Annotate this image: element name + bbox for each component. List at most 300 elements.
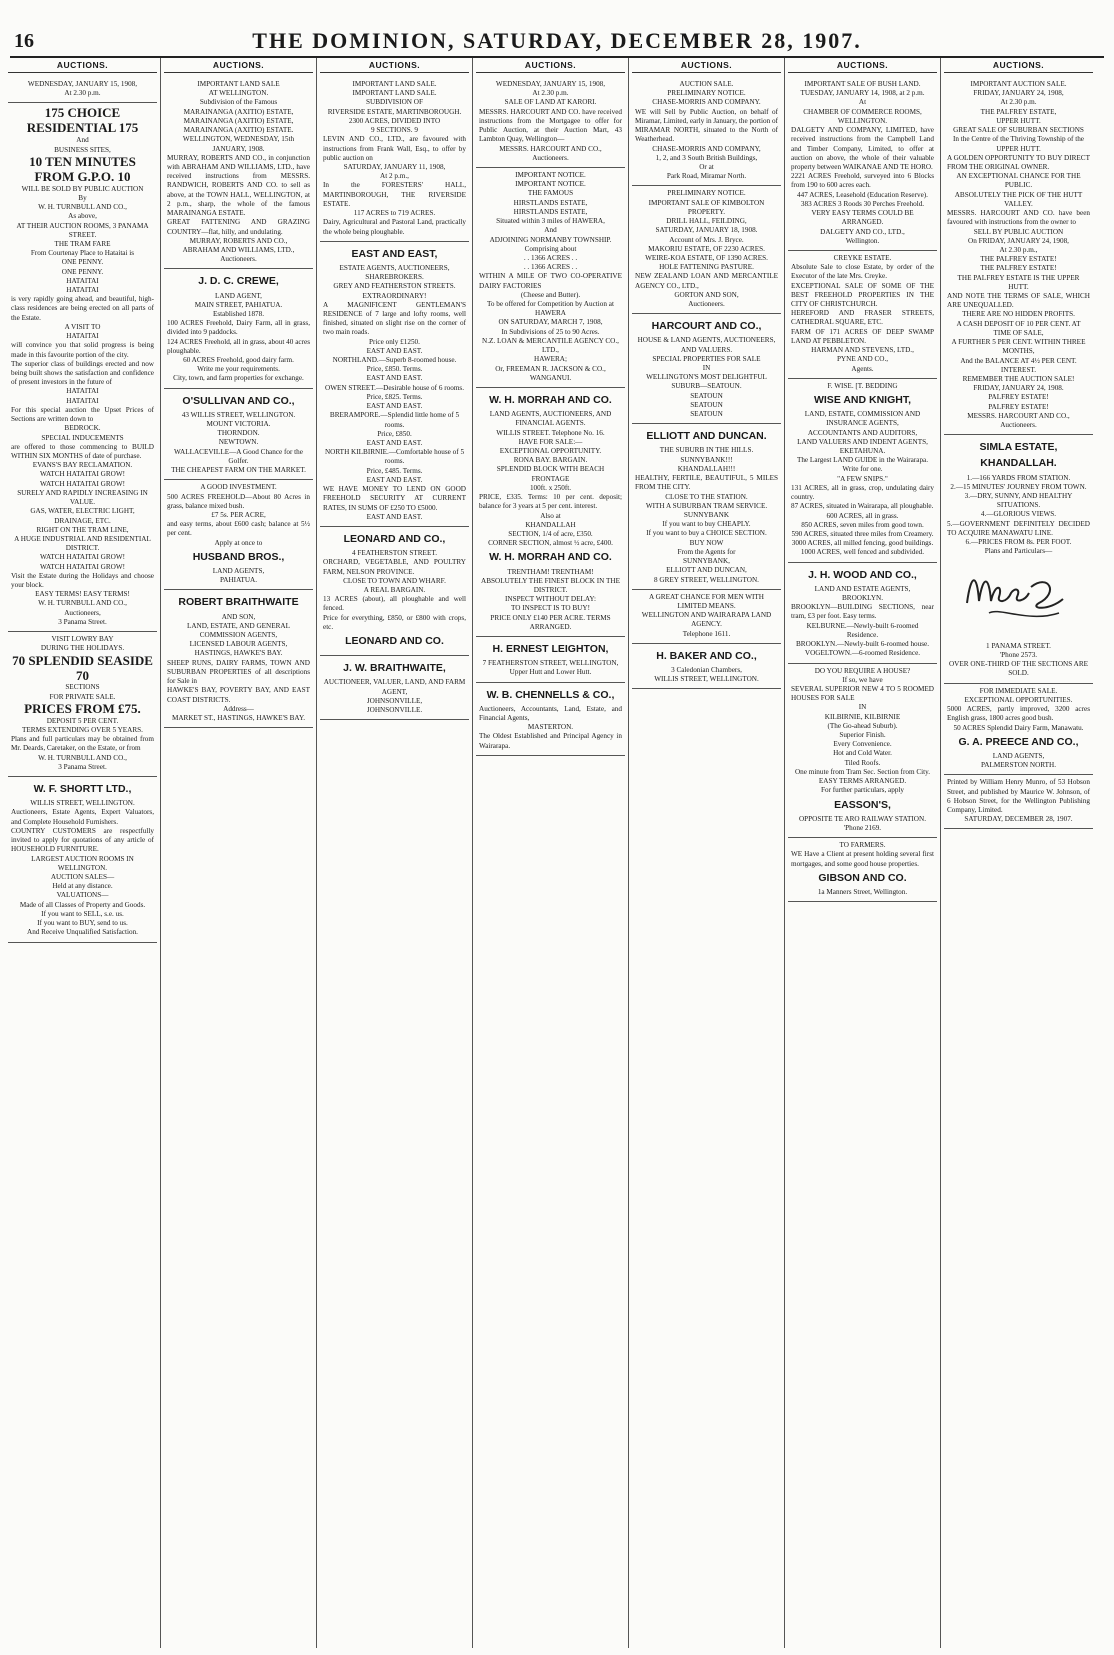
- advertisement: [944, 684, 1093, 776]
- ad-line: FARM OF 171 ACRES OF DEEP SWAMP LAND AT PEBBLETON.: [791, 327, 934, 345]
- advertisement: [632, 590, 781, 644]
- ad-line: EASY TERMS! EASY TERMS!: [35, 590, 130, 599]
- ad-line: WELLINGTON, WEDNESDAY, 15th JANUARY, 1908.: [182, 135, 295, 153]
- ad-line: Upper Hutt and Lower Hutt.: [509, 668, 592, 677]
- column-divider: [784, 58, 785, 1648]
- column-heading: AUCTIONS.: [476, 58, 625, 73]
- ad-line: Write for one.: [842, 465, 883, 474]
- ad-line: W. H. TURNBULL AND CO.,: [38, 753, 127, 762]
- ad-line: BUSINESS SITES,: [54, 145, 111, 154]
- ad-line: A FURTHER 5 PER CENT. WITHIN THREE MONTHS,: [951, 338, 1086, 356]
- ad-line: LARGEST AUCTION ROOMS IN WELLINGTON.: [31, 854, 134, 872]
- ad-line: A VISIT TO: [64, 322, 101, 331]
- ad-line: ABSOLUTELY THE FINEST BLOCK IN THE DISTRICT.: [481, 576, 620, 594]
- ad-line: WISE AND KNIGHT,: [813, 394, 912, 406]
- ad-line: ELLIOTT AND DUNCAN.: [646, 430, 767, 443]
- ad-line: In the FORESTERS' HALL, MARTINBOROUGH, THE RIVERSIDE ESTATE.: [323, 181, 466, 208]
- ad-line: 5000 ACRES, partly improved, 3200 acres English grass, 1800 acres good bush.: [947, 705, 1090, 723]
- ad-line: CHASE-MORRIS AND COMPANY,: [652, 144, 761, 153]
- ad-line: FOR IMMEDIATE SALE.: [979, 686, 1058, 695]
- ad-line: By: [78, 193, 87, 202]
- ad-line: PALFREY ESTATE!: [988, 393, 1049, 402]
- ad-line: ACCOUNTANTS AND AUDITORS,: [807, 428, 918, 437]
- ad-line: EXTRAORDINARY!: [362, 291, 427, 300]
- ad-line: At: [858, 98, 867, 107]
- ad-line: 4 FEATHERSTON STREET.: [352, 549, 437, 558]
- ad-line: CORNER SECTION, almost ½ acre, £400.: [488, 539, 613, 548]
- ad-line: SIMLA ESTATE,: [979, 441, 1058, 454]
- ad-line: And the BALANCE AT 4½ PER CENT. INTEREST.: [960, 356, 1077, 374]
- ad-line: At 2.30 p.m.: [1000, 98, 1037, 107]
- advertisement: [320, 656, 469, 720]
- ad-line: PRELIMINARY NOTICE.: [667, 189, 746, 198]
- mckee-signature-logo: [947, 563, 1090, 636]
- ad-line: AND NOTE THE TERMS OF SALE, WHICH ARE UNEQUALLED.: [947, 292, 1090, 310]
- ad-line: For further particulars, apply: [820, 786, 905, 795]
- ad-line: 117 ACRES to 719 ACRES.: [353, 209, 436, 218]
- ad-line: THE PALFREY ESTATE IS THE UPPER HUTT.: [957, 273, 1080, 291]
- advertisement: [632, 424, 781, 589]
- ad-line: SATURDAY, JANUARY 18, 1908.: [655, 226, 758, 235]
- ad-line: 447 ACRES, Leasehold (Education Reserve).: [797, 190, 928, 199]
- ad-line: PRELIMINARY NOTICE.: [667, 89, 746, 98]
- ad-line: A REAL BARGAIN.: [363, 585, 426, 594]
- ad-line: For this special auction the Upset Prices of Sections are written down to: [11, 405, 154, 424]
- ad-line: AT THEIR AUCTION ROOMS, 3 PANAMA STREET.: [16, 221, 149, 239]
- ad-line: DALGETY AND CO., LTD.,: [820, 227, 905, 236]
- ad-line: FRIDAY, JANUARY 24, 1908.: [973, 384, 1064, 393]
- ad-line: 1a Manners Street, Wellington.: [817, 887, 908, 896]
- ad-line: MOUNT VICTORIA.: [206, 420, 271, 429]
- ad-line: 43 WILLIS STREET, WELLINGTON.: [181, 410, 296, 419]
- ad-line: 10 TEN MINUTES FROM G.P.O. 10: [29, 153, 136, 184]
- ad-line: IMPORTANT NOTICE.: [515, 180, 586, 189]
- ad-line: TRENTHAM! TRENTHAM!: [507, 567, 594, 576]
- ad-line: MARAINANGA (AXITIO) ESTATE,: [183, 107, 294, 116]
- ad-line: W. B. CHENNELLS & CO.,: [486, 688, 615, 701]
- ad-line: WATCH HATAITAI GROW!: [39, 553, 126, 562]
- ad-line: SEATOUN: [690, 391, 723, 400]
- ad-line: H. BAKER AND CO.,: [656, 649, 757, 662]
- ad-line: IMPORTANT LAND SALE.: [352, 80, 437, 88]
- ad-line: ABRAHAM AND WILLIAMS, LTD.,: [182, 245, 295, 254]
- ad-line: If you want to buy a CHOICE SECTION.: [646, 529, 767, 538]
- ad-line: Apply at once to: [214, 538, 263, 547]
- ad-line: (Cheese and Butter).: [520, 290, 581, 299]
- ad-line: W. H. TURNBULL AND CO.,: [38, 599, 127, 608]
- advertisement: [164, 590, 313, 728]
- ad-line: And: [544, 226, 557, 235]
- ad-line: TERMS EXTENDING OVER 5 YEARS.: [22, 726, 143, 735]
- ad-line: IMPORTANT LAND SALE.: [352, 89, 437, 98]
- advertisement: [476, 683, 625, 756]
- ad-line: 3000 ACRES, all milled fencing, good buildings.: [791, 539, 934, 548]
- ad-line: If so, we have: [842, 675, 883, 684]
- ad-line: ADJOINING NORMANBY TOWNSHIP.: [489, 235, 612, 244]
- ad-line: NORTH KILBIRNIE.—Comfortable house of 5 rooms.: [324, 448, 465, 466]
- advertisement: [8, 777, 157, 942]
- ad-line: EAST AND EAST.: [366, 475, 423, 484]
- advertisement: [320, 77, 469, 242]
- ad-line: 175 CHOICE RESIDENTIAL 175: [26, 105, 139, 136]
- ad-line: LAND AGENTS,: [992, 751, 1045, 760]
- ad-line: PALMERSTON NORTH.: [980, 761, 1057, 770]
- ad-line: CREYKE ESTATE.: [833, 253, 892, 262]
- advertisement: [476, 388, 625, 637]
- ad-line: Address—: [223, 704, 254, 713]
- advertisement: [476, 168, 625, 388]
- ad-line: 500 ACRES FREEHOLD—About 80 Acres in grass, balance mixed bush.: [167, 492, 310, 510]
- ad-line: PRICES FROM £75.: [24, 700, 141, 716]
- ad-line: THE SUBURB IN THE HILLS.: [659, 446, 754, 455]
- ad-line: GIBSON AND CO.: [818, 871, 907, 884]
- ad-line: At 2.30 p.m.: [64, 89, 101, 98]
- ad-line: DRILL HALL, FEILDING,: [666, 217, 747, 226]
- ad-line: NEW ZEALAND LOAN AND MERCANTILE AGENCY CO., LTD.,: [635, 272, 778, 290]
- ad-line: Auctioneers.: [688, 300, 725, 309]
- ad-line: DO YOU REQUIRE A HOUSE?: [814, 666, 911, 675]
- ad-line: 3 Panama Street.: [58, 617, 107, 626]
- ad-line: HIRSTLANDS ESTATE,: [513, 207, 588, 216]
- ad-line: Auctioneers.: [532, 153, 569, 162]
- ad-line: 1.—166 YARDS FROM STATION.: [966, 473, 1071, 482]
- ad-line: A GREAT CHANCE FOR MEN WITH LIMITED MEANS.: [649, 592, 764, 610]
- ad-line: 100 ACRES Freehold, Dairy Farm, all in grass, divided into 9 paddocks.: [167, 319, 310, 337]
- ad-line: EVANS'S BAY RECLAMATION.: [32, 461, 133, 470]
- ad-line: A GOLDEN OPPORTUNITY TO BUY DIRECT FROM THE ORIGINAL OWNER.: [947, 153, 1090, 171]
- ad-line: PAHIATUA.: [219, 576, 258, 585]
- ad-line: HAWKE'S BAY, POVERTY BAY, AND EAST COAST DISTRICTS.: [167, 686, 310, 704]
- ad-line: FRIDAY, JANUARY 24, 1908,: [973, 89, 1064, 98]
- ad-line: LEONARD AND CO.: [345, 635, 444, 648]
- advertisement: [164, 389, 313, 481]
- ad-line: N.Z. LOAN & MERCANTILE AGENCY CO., LTD.,: [482, 336, 619, 355]
- column-heading: AUCTIONS.: [320, 58, 469, 73]
- ad-line: WILLIS STREET. Telephone No. 16.: [496, 428, 605, 437]
- ad-line: Write me your requirements.: [197, 365, 280, 374]
- ad-line: Printed by William Henry Munro, of 53 Hobson Street, and published by Maurice W. Johnson, of 6 Hobson Street, for the Wellington Publishing Company, Limited.: [947, 778, 1090, 814]
- ad-line: WITH A SUBURBAN TRAM SERVICE.: [645, 501, 768, 510]
- ad-line: KHANDALLAH!!!: [677, 464, 736, 473]
- ad-line: W. H. TURNBULL AND CO.,: [38, 203, 127, 212]
- ad-line: WEIRE-KOA ESTATE, OF 1390 ACRES.: [645, 253, 768, 262]
- ad-line: HEREFORD AND FRASER STREETS, CATHEDRAL SQUARE, ETC.: [791, 309, 934, 327]
- ad-line: 3 Panama Street.: [58, 762, 107, 771]
- advertisement: [632, 186, 781, 314]
- ad-line: At 2.30 p.m.: [532, 89, 569, 98]
- ad-line: 4.—GLORIOUS VIEWS.: [980, 510, 1057, 519]
- ad-line: Subdivision of the Famous: [199, 98, 278, 107]
- ad-line: Auctioneers, Accountants, Land, Estate, and Financial Agents,: [479, 704, 622, 722]
- ad-line: Hot and Cold Water.: [833, 749, 892, 758]
- ad-line: RONA BAY. BARGAIN.: [513, 456, 588, 465]
- masthead: [0, 28, 1114, 54]
- ad-line: If you want to SELL, s.e. us.: [41, 909, 124, 918]
- ad-line: MASTERTON.: [527, 723, 574, 732]
- ad-line: MESSRS. HARCOURT AND CO.,: [967, 411, 1070, 420]
- ad-line: City, town, and farm properties for exchange.: [173, 374, 304, 383]
- ad-line: F. WISE. [T. BEDDING: [827, 381, 898, 390]
- ad-line: NORTHLAND.—Superb 8-roomed house.: [332, 356, 457, 365]
- ad-line: Auctioneers,: [64, 608, 101, 617]
- ad-line: GREY AND FEATHERSTON STREETS.: [333, 282, 456, 291]
- ad-line: A HUGE INDUSTRIAL AND RESIDENTIAL DISTRICT.: [14, 534, 151, 553]
- ad-line: VERY EASY TERMS COULD BE ARRANGED.: [811, 209, 914, 227]
- ad-line: 100ft. x 250ft.: [529, 483, 572, 492]
- advertisement: [164, 269, 313, 388]
- ad-line: CLOSE TO TOWN AND WHARF.: [343, 576, 446, 585]
- ad-line: Telephone 1611.: [682, 629, 731, 638]
- ad-line: THE PALFREY ESTATE,: [980, 107, 1057, 116]
- ad-line: HAWERA;: [534, 355, 567, 364]
- ad-line: HATAITAI: [66, 286, 99, 295]
- ad-line: JOHNSONVILLE.: [366, 705, 423, 714]
- ad-line: VALUATIONS—: [56, 891, 109, 900]
- ad-line: A CASH DEPOSIT OF 10 PER CENT. AT TIME OF SALE,: [956, 319, 1081, 337]
- ad-line: 590 ACRES, situated three miles from Creamery.: [791, 529, 934, 538]
- ad-line: and easy terms, about £600 cash; balance at 5½ per cent.: [167, 520, 310, 538]
- ad-line: AND SON,: [221, 612, 256, 621]
- ad-line: SUNNYBANK!!!: [680, 455, 733, 464]
- ad-line: Established 1878.: [212, 309, 265, 318]
- column-divider: [940, 58, 941, 1648]
- ad-line: Wellington.: [845, 236, 880, 245]
- ad-line: EASY TERMS ARRANGED.: [818, 777, 907, 786]
- ad-line: Dairy, Agricultural and Pastoral Land, practically the whole being ploughable.: [323, 218, 466, 236]
- ad-line: BUY NOW: [689, 538, 724, 547]
- ad-line: Auctioneers.: [220, 255, 257, 264]
- advertisement: [320, 527, 469, 656]
- ad-line: KHANDALLAH: [525, 520, 576, 529]
- ad-line: AUCTIONEER, VALUER, LAND, AND FARM AGENT,: [323, 678, 466, 696]
- ad-line: WEDNESDAY, JANUARY 15, 1908,: [495, 80, 606, 88]
- ad-line: LEONARD AND CO.,: [343, 532, 446, 545]
- ad-line: AT WELLINGTON.: [208, 89, 269, 98]
- ad-line: . . 1366 ACRES . .: [523, 253, 578, 262]
- column-4: [476, 58, 625, 1648]
- ad-line: WALLACEVILLE—A Good Chance for the Golfer.: [174, 447, 303, 465]
- ad-line: OPPOSITE TE ARO RAILWAY STATION.: [798, 814, 926, 823]
- ad-line: 87 ACRES, situated in Wairarapa, all ploughable.: [791, 502, 934, 511]
- ad-line: J. D. C. CREWE,: [198, 275, 279, 288]
- ad-line: UPPER HUTT.: [996, 144, 1041, 153]
- ad-line: As above,: [68, 212, 97, 221]
- ad-line: J. H. WOOD AND CO.,: [808, 568, 917, 581]
- ad-line: GREAT SALE OF SUBURBAN SECTIONS: [953, 126, 1084, 135]
- advertisement: [632, 77, 781, 186]
- ad-line: 13 ACRES (about), all ploughable and well fenced.: [323, 595, 466, 613]
- ad-line: ABSOLUTELY THE PICK OF THE HUTT VALLEY.: [954, 190, 1083, 208]
- ad-line: MAKORIU ESTATE, OF 2230 ACRES.: [648, 244, 765, 253]
- ad-line: PALFREY ESTATE!: [988, 402, 1049, 411]
- ad-line: Or, FREEMAN R. JACKSON & CO.,: [495, 364, 606, 373]
- column-2: [164, 58, 313, 1648]
- ad-line: RIGHT ON THE TRAM LINE,: [36, 525, 129, 534]
- ad-line: THE PALFREY ESTATE!: [980, 264, 1057, 273]
- ad-line: 9 SECTIONS. 9: [371, 126, 418, 135]
- ad-line: MARAINANGA (AXITIO) ESTATE.: [183, 126, 294, 135]
- ad-line: THE FAMOUS: [527, 189, 574, 198]
- ad-line: BROOKLYN—BUILDING SECTIONS, near tram, £3 per foot. Easy terms.: [791, 603, 934, 621]
- ad-line: 6.—PRICES FROM 8s. PER FOOT.: [965, 538, 1072, 547]
- advertisement: [632, 644, 781, 690]
- ad-line: KELBURNE.—Newly-built 6-roomed Residence.: [806, 621, 919, 639]
- ad-line: AN EXCEPTIONAL CHANCE FOR THE PUBLIC.: [956, 172, 1081, 190]
- ad-line: HATAITAI: [66, 387, 99, 396]
- ad-line: The superior class of buildings erected and now being built shows the satisfaction and confidence of present investors in the future of: [11, 359, 154, 387]
- ad-line: EAST AND EAST.: [366, 374, 423, 383]
- ad-line: £7 5s. PER ACRE,: [211, 511, 266, 519]
- ad-line: IMPORTANT SALE OF BUSH LAND.: [804, 80, 921, 88]
- ad-line: MARKET ST., HASTINGS, HAWKE'S BAY.: [171, 713, 306, 722]
- ad-line: HASTINGS, HAWKE'S BAY.: [194, 649, 283, 658]
- ad-line: IN: [858, 703, 867, 712]
- ad-line: From Courtenay Place to Hataitai is: [30, 249, 135, 258]
- ad-line: TO INSPECT IS TO BUY!: [511, 604, 590, 613]
- ad-line: CHASE-MORRIS AND COMPANY.: [652, 98, 761, 107]
- ad-line: HAVE FOR SALE:—: [518, 437, 583, 446]
- ad-line: THE CHEAPEST FARM ON THE MARKET.: [171, 466, 306, 475]
- ad-line: 'Phone 2169.: [843, 823, 882, 832]
- ad-line: EAST AND EAST.: [366, 512, 423, 521]
- ad-line: WELLINGTON'S MOST DELIGHTFUL SUBURB—SEATOUN.: [646, 373, 767, 391]
- ad-line: DURING THE HOLIDAYS.: [40, 644, 125, 653]
- advertisement: [944, 775, 1093, 829]
- ad-line: WATCH HATAITAI GROW!: [39, 562, 126, 571]
- ad-line: KILBIRNIE, KILBIRNIE: [824, 712, 901, 721]
- ad-line: WILL BE SOLD BY PUBLIC AUCTION: [21, 184, 144, 193]
- ad-line: To be offered for Competition by Auction at: [487, 300, 614, 309]
- ad-line: W. H. MORRAH AND CO.: [489, 551, 612, 564]
- advertisement: [632, 314, 781, 424]
- ad-line: 2300 ACRES, DIVIDED INTO: [348, 116, 441, 125]
- ad-line: DEPOSIT 5 PER CENT.: [46, 716, 119, 725]
- ad-line: A MAGNIFICENT GENTLEMAN'S RESIDENCE of 7 large and lofty rooms, well finished, situated on slight rise on the corner of two main roads.: [323, 300, 466, 337]
- ad-line: HATAITAI: [66, 332, 99, 341]
- column-heading: AUCTIONS.: [632, 58, 781, 73]
- ad-line: Price, £850.: [377, 429, 412, 438]
- ad-line: Price only £1250.: [369, 337, 420, 346]
- ad-line: 1 PANAMA STREET.: [986, 641, 1051, 650]
- ad-line: COUNTRY CUSTOMERS are respectfully invited to apply for quotations of any article of HOUSEHOLD FURNITURE.: [11, 826, 154, 854]
- ad-line: GORTON AND SON,: [674, 290, 739, 299]
- ad-line: OVER ONE-THIRD OF THE SECTIONS ARE SOLD.: [948, 660, 1089, 678]
- ad-line: IMPORTANT SALE OF KIMBOLTON PROPERTY.: [648, 198, 765, 216]
- ad-line: MARAINANGA (AXITIO) ESTATE,: [183, 116, 294, 125]
- ad-line: 2221 ACRES Freehold, surveyed into 6 Blocks from 190 to 600 acres each.: [791, 172, 934, 190]
- ad-line: BROOKLYN.—Newly-built 6-roomed house.: [795, 640, 930, 649]
- ad-line: FOR PRIVATE SALE.: [49, 692, 116, 701]
- ad-line: Plans and Particulars—: [984, 547, 1053, 556]
- ad-line: MESSRS. HARCOURT AND CO. have been favoured with instructions from the owner to: [947, 209, 1090, 227]
- ad-line: 1, 2, and 3 South British Buildings,: [655, 153, 758, 162]
- ad-line: HEALTHY, FERTILE, BEAUTIFUL, 5 MILES FROM THE CITY.: [635, 474, 778, 492]
- ad-line: 1000 ACRES, well fenced and subdivided.: [800, 548, 925, 557]
- ad-line: RIVERSIDE ESTATE, MARTINBOROUGH.: [327, 107, 462, 116]
- ad-line: LAND AGENTS, AUCTIONEERS, AND FINANCIAL AGENTS.: [489, 410, 612, 428]
- ad-line: Price, £850. Terms.: [366, 365, 423, 374]
- ad-line: And Receive Unqualified Satisfaction.: [27, 928, 138, 937]
- ad-line: LAND, ESTATE, AND GENERAL COMMISSION AGENTS,: [186, 621, 291, 639]
- ad-line: SUNNYBANK,: [683, 557, 730, 566]
- ad-line: THE TRAM FARE: [54, 239, 111, 248]
- column-3: [320, 58, 469, 1648]
- ad-line: ONE PENNY.: [61, 267, 104, 276]
- ad-line: WEDNESDAY, JANUARY 15, 1908,: [27, 80, 138, 88]
- ad-line: MESSRS. HARCOURT AND CO.,: [499, 144, 602, 153]
- ad-line: ESTATE AGENTS, AUCTIONEERS,: [339, 263, 450, 272]
- ad-line: One minute from Tram Sec. Section from City.: [794, 767, 931, 776]
- ad-line: The Largest LAND GUIDE in the Wairarapa.: [796, 456, 929, 465]
- ad-line: W. H. MORRAH AND CO.: [489, 394, 612, 406]
- ad-line: 60 ACRES Freehold, good dairy farm.: [183, 356, 294, 365]
- advertisement: [476, 637, 625, 683]
- ad-line: A GOOD INVESTMENT.: [200, 483, 277, 492]
- ad-line: DALGETY AND COMPANY, LIMITED, have received instructions from the Campbell Land and Timber Company, Limited, to offer at auction on above, the whole of their valuable property between WAIKANAE AND TE HORO.: [791, 126, 934, 171]
- ad-line: Superior Finish.: [839, 731, 886, 740]
- ad-line: HUSBAND BROS.,: [192, 550, 285, 563]
- ad-line: TUESDAY, JANUARY 14, 1908, at 2 p.m.: [800, 89, 925, 98]
- ad-line: SURELY AND RAPIDLY INCREASING IN VALUE.: [17, 488, 148, 507]
- ad-line: CLOSE TO THE STATION.: [665, 492, 748, 501]
- ad-line: THORNDON.: [217, 429, 260, 438]
- ad-line: CHAMBER OF COMMERCE ROOMS, WELLINGTON.: [803, 107, 922, 125]
- ad-line: LAND VALUERS AND INDENT AGENTS,: [797, 437, 928, 446]
- ad-line: Held at any distance.: [52, 882, 113, 891]
- ad-line: SHEEP RUNS, DAIRY FARMS, TOWN AND SUBURBAN PROPERTIES of all descriptions for Sale in: [167, 658, 310, 686]
- ad-line: ELLIOTT AND DUNCAN,: [666, 566, 747, 575]
- advertisement: [944, 77, 1093, 435]
- ad-line: In Subdivisions of 25 to 90 Acres.: [501, 327, 600, 336]
- ad-line: 8 GREY STREET, WELLINGTON.: [654, 575, 759, 584]
- ad-line: (The Go-ahead Suburb).: [827, 721, 898, 730]
- column-heading: AUCTIONS.: [8, 58, 157, 73]
- ad-line: LAND AGENTS,: [212, 567, 265, 575]
- ad-line: J. W. BRAITHWAITE,: [343, 662, 446, 675]
- ad-line: PRICE, £335. Terms: 10 per cent. deposit; balance for 3 years at 5 per cent. interest.: [479, 493, 622, 511]
- ad-line: On FRIDAY, JANUARY 24, 1908,: [968, 236, 1069, 245]
- column-divider: [628, 58, 629, 1648]
- ad-line: 50 ACRES Splendid Dairy Farm, Manawatu.: [953, 723, 1084, 732]
- ad-line: ORCHARD, VEGETABLE, AND POULTRY FARM, NELSON PROVINCE.: [323, 558, 466, 576]
- ad-line: SPLENDID BLOCK WITH BEACH FRONTAGE: [496, 465, 605, 483]
- ad-line: 7 FEATHERSTON STREET, WELLINGTON,: [482, 659, 619, 668]
- ad-line: SECTIONS: [65, 683, 100, 692]
- ad-line: 600 ACRES, all in grass.: [826, 511, 899, 520]
- ad-line: GREAT FATTENING AND GRAZING COUNTRY—flat, hilly, and undulating.: [167, 218, 310, 236]
- ad-line: HOLE FATTENING PASTURE.: [659, 263, 754, 272]
- ad-line: is very rapidly going ahead, and beautiful, high-class residences are being erected on all parts of the Estate.: [11, 295, 154, 322]
- ad-line: Account of Mrs. J. Bryce.: [669, 235, 744, 244]
- ad-line: EASSON'S,: [834, 798, 891, 811]
- ad-line: EXCEPTIONAL SALE OF SOME OF THE BEST FREEHOLD PROPERTIES IN THE CITY OF CHRISTCHURCH.: [791, 281, 934, 309]
- ad-line: will convince you that solid progress is being made in this favourite portion of the city.: [11, 341, 154, 359]
- ad-line: OWEN STREET.—Desirable house of 6 rooms.: [325, 383, 464, 392]
- advertisement: [788, 563, 937, 664]
- ad-line: Price for everything, £850, or £800 with crops, etc.: [323, 613, 466, 631]
- page-number: 16: [14, 30, 34, 52]
- ad-line: SUNNYBANK: [683, 511, 730, 519]
- ad-line: HATAITAI: [66, 396, 99, 405]
- ad-line: LAND AGENT,: [215, 291, 262, 300]
- column-1: [8, 58, 157, 1648]
- ad-line: AUCTION SALES—: [50, 873, 115, 881]
- ad-line: ROBERT BRAITHWAITE: [178, 596, 299, 609]
- ad-line: WITHIN A MILE OF TWO CO-OPERATIVE DAIRY FACTORIES: [479, 272, 622, 290]
- ad-line: If you want to buy CHEAPLY.: [662, 520, 751, 529]
- advertisement: [944, 435, 1093, 683]
- ad-line: MURRAY, ROBERTS AND CO., in conjunction with ABRAHAM AND WILLIAMS, LTD., have received instructions from MESSRS. RANDWICH, ROBERTS AND CO. to sell as above, at the TOWN HALL, WELLINGTON, at 2 p.m., sharp, the whole of the famous MARAINANGA ESTATE.: [167, 153, 310, 218]
